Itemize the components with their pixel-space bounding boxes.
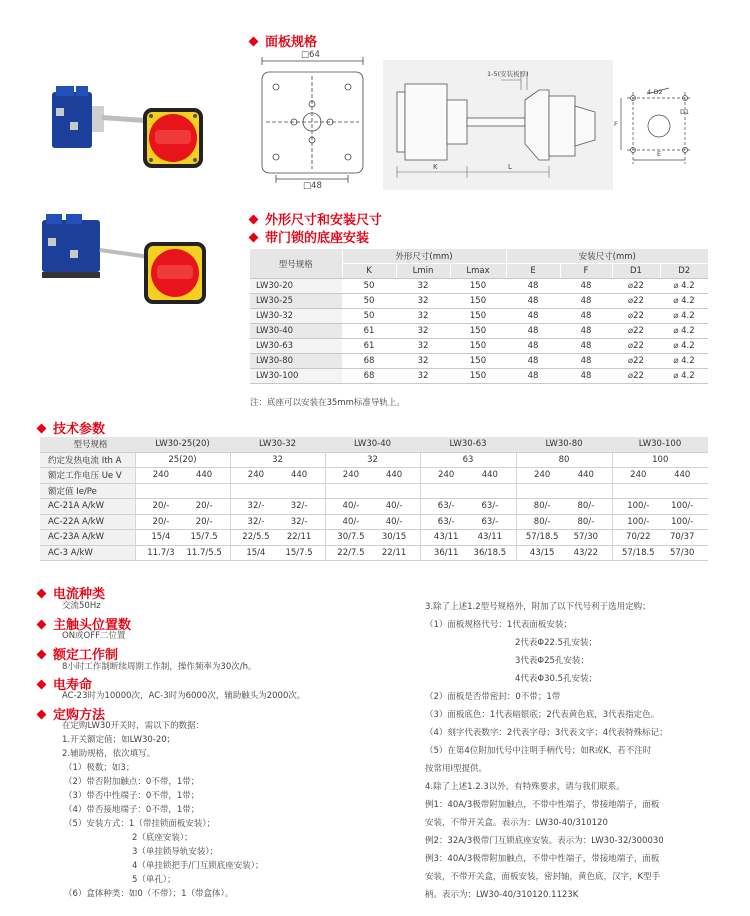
tech-header-model: LW30-100 xyxy=(612,437,708,452)
dim-cell-d2: ⌀ 4.2 xyxy=(660,279,708,294)
tech-cell xyxy=(612,499,708,515)
dim-cell-k: 50 xyxy=(342,294,396,309)
tech-cell xyxy=(230,545,325,561)
tech-cell-value: 40/- xyxy=(342,516,360,527)
tech-title xyxy=(38,418,105,437)
tech-cell-value: 440 xyxy=(674,470,691,481)
tech-cell xyxy=(230,483,325,499)
current-title-text: 电流种类 xyxy=(53,587,106,602)
tech-cell xyxy=(325,483,420,499)
dim-cell-model: LW30-40 xyxy=(250,324,342,339)
dim-subheader: D2 xyxy=(660,264,708,279)
tech-cell-value: 15/4 xyxy=(246,547,266,558)
d2-label: 4-D2 xyxy=(647,88,663,96)
tech-cell: 63 xyxy=(420,452,516,468)
order-line: 在定购LW30开关时，需以下的数据： xyxy=(62,721,205,731)
dim-cell-f: 48 xyxy=(560,324,612,339)
dim-header-install: 安装尺寸(mm) xyxy=(506,249,708,264)
tech-cell xyxy=(325,499,420,515)
dim-cell-model: LW30-100 xyxy=(250,369,342,384)
dim-table-row xyxy=(250,324,708,339)
tech-row xyxy=(40,530,708,546)
tech-cell-value: 57/30 xyxy=(573,532,599,543)
tech-cell-value: 100/- xyxy=(627,501,650,512)
order-line: 5（单孔）； xyxy=(132,875,176,885)
code-line: 4.除了上述1.2.3以外，有特殊要求，请与我们联系。 xyxy=(425,782,625,792)
dim-cell-lmin: 32 xyxy=(396,354,450,369)
tech-cell xyxy=(420,483,516,499)
dim-subheader: D1 xyxy=(612,264,660,279)
tech-cell-value: 43/11 xyxy=(477,532,503,543)
dim-cell-d2: ⌀ 4.2 xyxy=(660,339,708,354)
order-lines xyxy=(62,719,402,901)
code-line: 3.除了上述1.2型号规格外，附加了以下代号利于选用定购； xyxy=(425,602,651,612)
e-label: E xyxy=(657,150,662,158)
tech-cell-value: 240 xyxy=(342,470,360,481)
dim-cell-d2: ⌀ 4.2 xyxy=(660,324,708,339)
tech-cell-value: 15/7.5 xyxy=(190,532,218,543)
dim-cell-k: 68 xyxy=(342,369,396,384)
tech-cell xyxy=(135,483,230,499)
tech-cell-value: 440 xyxy=(577,470,594,481)
dim-cell-lmin: 32 xyxy=(396,369,450,384)
tech-header-row xyxy=(40,437,708,452)
tech-cell xyxy=(516,499,612,515)
dim-cell-f: 48 xyxy=(560,339,612,354)
tech-cell-value: 15/4 xyxy=(151,532,171,543)
tech-cell-value: 22/5.5 xyxy=(242,532,270,543)
tech-cell xyxy=(612,468,708,484)
tech-cell-value: 100/- xyxy=(671,501,694,512)
tech-cell xyxy=(230,468,325,484)
tech-cell-value: 80/- xyxy=(577,516,595,527)
dimension-table-body xyxy=(250,279,708,384)
code-line: 2代表Φ22.5孔安装； xyxy=(515,638,598,648)
tech-title-text: 技术参数 xyxy=(53,422,106,437)
tech-cell xyxy=(135,514,230,530)
code-line: （5）在第4位附加代号中注明手柄代号；如R或K，若不注时 xyxy=(425,746,652,756)
dim-cell-f: 48 xyxy=(560,369,612,384)
tech-cell xyxy=(516,483,612,499)
tech-cell-value: 57/18.5 xyxy=(621,547,655,558)
dim-cell-d1: ⌀22 xyxy=(612,339,660,354)
dim-cell-model: LW30-32 xyxy=(250,309,342,324)
dim-subheader: Lmax xyxy=(450,264,506,279)
order-line: （5）安装方式：1（带挂锁面板安装）； xyxy=(64,819,216,829)
tech-cell xyxy=(230,499,325,515)
order-title-text: 定购方法 xyxy=(53,708,106,723)
dim-cell-d1: ⌀22 xyxy=(612,369,660,384)
tech-cell-value: 20/- xyxy=(195,516,213,527)
duty-title-text: 额定工作制 xyxy=(53,648,119,663)
product-photo-panel-switch xyxy=(30,78,210,183)
tech-cell xyxy=(230,514,325,530)
diamond-bullet-icon xyxy=(37,650,47,660)
tech-cell-value: 240 xyxy=(630,470,647,481)
tech-cell xyxy=(230,530,325,546)
tech-row xyxy=(40,468,708,484)
order-line: （6）盒体种类：如0（不带）；1（带盒体）。 xyxy=(64,889,234,899)
code-line: 柄。表示为：LW30-40/310120.1123K xyxy=(425,890,579,900)
tech-cell-value: 100/- xyxy=(671,516,694,527)
tech-row-label: AC-3 A/kW xyxy=(40,545,135,561)
tech-cell-value: 240 xyxy=(247,470,265,481)
dim-cell-f: 48 xyxy=(560,294,612,309)
diamond-bullet-icon xyxy=(249,215,259,225)
tech-cell-value: 20/- xyxy=(152,516,170,527)
tech-cell-value: 15/7.5 xyxy=(285,547,313,558)
dim-cell-lmin: 32 xyxy=(396,279,450,294)
tech-table-body xyxy=(40,437,708,561)
tech-cell xyxy=(325,545,420,561)
dim-cell-e: 48 xyxy=(506,369,560,384)
dim-table-row xyxy=(250,309,708,324)
dim-cell-e: 48 xyxy=(506,339,560,354)
dim-cell-f: 48 xyxy=(560,279,612,294)
diamond-bullet-icon xyxy=(37,680,47,690)
rail-note: 注：底座可以安装在35mm标准导轨上。 xyxy=(250,398,405,408)
dim-cell-d2: ⌀ 4.2 xyxy=(660,294,708,309)
dim-cell-f: 48 xyxy=(560,309,612,324)
dim-cell-lmin: 32 xyxy=(396,324,450,339)
k-label: K xyxy=(433,163,438,171)
diamond-bullet-icon xyxy=(37,620,47,630)
panel-spec-title-text: 面板规格 xyxy=(265,35,318,50)
dim-cell-lmax: 150 xyxy=(450,369,506,384)
dim-cell-lmin: 32 xyxy=(396,294,450,309)
order-line: 1.开关额定值；如LW30-20； xyxy=(62,735,176,745)
tech-cell xyxy=(612,514,708,530)
tech-header-model: LW30-63 xyxy=(420,437,516,452)
dim-cell-k: 50 xyxy=(342,279,396,294)
tech-cell: 100 xyxy=(612,452,708,468)
tech-cell-value: 80/- xyxy=(577,501,595,512)
dim-cell-model: LW30-63 xyxy=(250,339,342,354)
tech-cell-value: 63/- xyxy=(437,501,455,512)
order-line: 2（底座安装）； xyxy=(132,833,193,843)
dim-cell-d1: ⌀22 xyxy=(612,324,660,339)
product-photo-base-switch xyxy=(30,210,210,310)
dim-table-row xyxy=(250,354,708,369)
tech-cell-value: 43/22 xyxy=(573,547,599,558)
tech-cell xyxy=(420,514,516,530)
dim-cell-e: 48 xyxy=(506,309,560,324)
dim-cell-f: 48 xyxy=(560,354,612,369)
tech-cell-value: 40/- xyxy=(342,501,360,512)
tech-cell-value: 40/- xyxy=(385,501,403,512)
dim-cell-e: 48 xyxy=(506,354,560,369)
dim-table-row xyxy=(250,339,708,354)
dim-cell-d1: ⌀22 xyxy=(612,354,660,369)
life-title-text: 电寿命 xyxy=(53,678,93,693)
dims-title-1 xyxy=(250,209,382,228)
tech-row xyxy=(40,499,708,515)
tech-cell-value: 43/15 xyxy=(529,547,555,558)
order-line: （4）带否接地端子：0不带，1带； xyxy=(64,805,200,815)
code-line: （2）面板是否带密封：0不带；1带 xyxy=(425,692,561,702)
tech-row xyxy=(40,514,708,530)
tech-cell-value: 11.7/5.5 xyxy=(186,547,222,558)
side-view-drawing xyxy=(383,60,613,190)
tech-cell xyxy=(325,514,420,530)
dim-cell-lmax: 150 xyxy=(450,279,506,294)
dim-cell-d1: ⌀22 xyxy=(612,279,660,294)
dim-cell-e: 48 xyxy=(506,324,560,339)
order-line: 2.辅助规格，依次填写。 xyxy=(62,749,156,759)
contact-title-text: 主触头位置数 xyxy=(53,618,132,633)
dim-subheader: F xyxy=(560,264,612,279)
dim-header-model: 型号规格 xyxy=(250,249,342,279)
tech-header-label: 型号规格 xyxy=(40,437,135,452)
tech-cell-value: 57/18.5 xyxy=(525,532,559,543)
diamond-bullet-icon xyxy=(37,424,47,434)
code-line: 3代表Φ25孔安装； xyxy=(515,656,589,666)
dim-cell-k: 68 xyxy=(342,354,396,369)
tech-cell-value: 30/7.5 xyxy=(337,532,365,543)
dimension-table xyxy=(250,249,708,384)
dim-table-row xyxy=(250,279,708,294)
dim-cell-k: 61 xyxy=(342,339,396,354)
code-line: （4）刻字代表数字：2代表字母；3代表文字；4代表特殊标记； xyxy=(425,728,668,738)
tech-cell: 80 xyxy=(516,452,612,468)
tech-cell-value: 440 xyxy=(385,470,403,481)
code-line: 例1：40A/3极带附加触点，不带中性端子，带接地端子，面板 xyxy=(425,800,660,810)
tech-cell-value: 440 xyxy=(195,470,213,481)
tech-cell-value: 70/22 xyxy=(626,532,651,543)
tech-cell xyxy=(135,545,230,561)
tech-cell xyxy=(420,468,516,484)
dim-cell-e: 48 xyxy=(506,279,560,294)
dim-cell-lmax: 150 xyxy=(450,354,506,369)
dim-cell-d2: ⌀ 4.2 xyxy=(660,309,708,324)
code-line: 例2：32A/3极带门互锁底座安装。表示为：LW30-32/300030 xyxy=(425,836,664,846)
tech-cell-value: 440 xyxy=(481,470,498,481)
mounting-hole-drawing xyxy=(615,84,710,169)
dims-title-2 xyxy=(250,227,369,246)
tech-header-model: LW30-25(20) xyxy=(135,437,230,452)
tech-cell xyxy=(325,468,420,484)
dim-cell-e: 48 xyxy=(506,294,560,309)
code-line: （1）面板规格代号：1代表面板安装； xyxy=(425,620,572,630)
tech-cell-value: 63/- xyxy=(437,516,455,527)
tech-cell-value: 80/- xyxy=(533,501,551,512)
tech-cell-value: 20/- xyxy=(152,501,170,512)
tech-cell xyxy=(135,530,230,546)
tech-cell xyxy=(420,545,516,561)
tech-row xyxy=(40,483,708,499)
d1-label: D1 xyxy=(680,108,690,116)
tech-row-label: AC-23A A/kW xyxy=(40,530,135,546)
order-line: （3）带否中性端子：0不带，1带； xyxy=(64,791,200,801)
dims-title-1-text: 外形尺寸和安装尺寸 xyxy=(265,213,383,228)
tech-cell-value: 20/- xyxy=(195,501,213,512)
tech-cell-value: 32/- xyxy=(247,501,265,512)
dim-cell-model: LW30-80 xyxy=(250,354,342,369)
dim-subheader: E xyxy=(506,264,560,279)
tech-cell-value: 22/7.5 xyxy=(337,547,365,558)
diamond-bullet-icon xyxy=(249,233,259,243)
tech-cell xyxy=(135,468,230,484)
tech-cell xyxy=(612,483,708,499)
tech-cell-value: 22/11 xyxy=(286,532,312,543)
code-line: 例3：40A/3极带附加触点，不带中性端子，带接地端子，面板 xyxy=(425,854,660,864)
tech-row xyxy=(40,545,708,561)
tech-cell-value: 32/- xyxy=(247,516,265,527)
tech-cell-value: 43/11 xyxy=(433,532,459,543)
tech-header-model: LW30-32 xyxy=(230,437,325,452)
tech-cell-value: 11.7/3 xyxy=(147,547,175,558)
tech-cell: 32 xyxy=(325,452,420,468)
dim-cell-lmax: 150 xyxy=(450,309,506,324)
dim-cell-model: LW30-20 xyxy=(250,279,342,294)
dims-title-2-text: 带门锁的底座安装 xyxy=(265,231,370,246)
dim-subheader: K xyxy=(342,264,396,279)
tech-row-label: AC-21A A/kW xyxy=(40,499,135,515)
dim-subheader: Lmin xyxy=(396,264,450,279)
tech-cell-value: 32/- xyxy=(290,516,308,527)
tech-cell-value: 440 xyxy=(290,470,308,481)
diamond-bullet-icon xyxy=(37,710,47,720)
tech-cell-value: 57/30 xyxy=(669,547,695,558)
tech-cell xyxy=(420,499,516,515)
tech-cell xyxy=(516,468,612,484)
f-label: F xyxy=(614,120,618,128)
tech-header-model: LW30-40 xyxy=(325,437,420,452)
thickness-label: 1-5(安装板厚) xyxy=(487,70,529,78)
tech-cell-value: 30/15 xyxy=(381,532,407,543)
tech-cell: 32 xyxy=(230,452,325,468)
tech-header-model: LW30-80 xyxy=(516,437,612,452)
tech-cell-value: 36/11 xyxy=(433,547,459,558)
code-line: （3）面板底色：1代表暗银底；2代表黄色底，3代表指定色。 xyxy=(425,710,660,720)
code-line: 4代表Φ30.5孔安装； xyxy=(515,674,598,684)
tech-cell xyxy=(420,530,516,546)
tech-cell-value: 80/- xyxy=(533,516,551,527)
diamond-bullet-icon xyxy=(249,37,259,47)
dim-cell-k: 50 xyxy=(342,309,396,324)
tech-cell-value: 100/- xyxy=(627,516,650,527)
tech-cell xyxy=(516,545,612,561)
tech-cell xyxy=(325,530,420,546)
current-text: 交流50Hz xyxy=(62,601,101,611)
tech-row-label: 约定发热电流 Ith A xyxy=(40,452,135,468)
order-line: （2）带否附加触点：0不带，1带； xyxy=(64,777,200,787)
dim-cell-model: LW30-25 xyxy=(250,294,342,309)
tech-cell-value: 22/11 xyxy=(381,547,407,558)
panel-front-drawing xyxy=(250,52,380,197)
tech-row-label: 额定工作电压 Ue V xyxy=(40,468,135,484)
dim-cell-lmin: 32 xyxy=(396,309,450,324)
l-label: L xyxy=(508,163,512,171)
tech-cell-value: 240 xyxy=(438,470,455,481)
duty-text: 8小时工作制断续周期工作制，操作频率为30次/h。 xyxy=(62,662,257,672)
tech-cell-value: 70/37 xyxy=(669,532,695,543)
contact-text: ON或OFF二位置 xyxy=(62,631,126,641)
tech-cell xyxy=(516,530,612,546)
dim-table-row xyxy=(250,369,708,384)
tech-cell-value: 40/- xyxy=(385,516,403,527)
code-line: 安装，不带开关盒，面板安装，密封轴，黄色底，汉字，K型手 xyxy=(425,872,661,882)
dim-cell-d2: ⌀ 4.2 xyxy=(660,354,708,369)
tech-row-label: 额定值 Ie/Pe xyxy=(40,483,135,499)
code-line: 安装，不带开关盒。表示为：LW30-40/310120 xyxy=(425,818,608,828)
tech-cell xyxy=(135,499,230,515)
order-line: 4（单挂锁把手/门互锁底座安装）； xyxy=(132,861,264,871)
dim-48-label: □48 xyxy=(303,181,322,191)
dim-cell-k: 61 xyxy=(342,324,396,339)
diamond-bullet-icon xyxy=(37,589,47,599)
dim-cell-d1: ⌀22 xyxy=(612,309,660,324)
tech-cell: 25(20) xyxy=(135,452,230,468)
dim-64-label: □64 xyxy=(301,50,320,60)
dim-cell-lmax: 150 xyxy=(450,339,506,354)
life-text: AC-23时为10000次，AC-3时为6000次，辅助触头为2000次。 xyxy=(62,691,306,701)
tech-table xyxy=(40,437,708,561)
dim-cell-d1: ⌀22 xyxy=(612,294,660,309)
dim-cell-lmin: 32 xyxy=(396,339,450,354)
tech-cell-value: 63/- xyxy=(481,501,499,512)
tech-cell xyxy=(612,530,708,546)
tech-cell-value: 36/18.5 xyxy=(473,547,507,558)
dim-cell-lmax: 150 xyxy=(450,294,506,309)
tech-cell xyxy=(516,514,612,530)
tech-cell-value: 240 xyxy=(152,470,170,481)
dim-table-row xyxy=(250,294,708,309)
dim-cell-d2: ⌀ 4.2 xyxy=(660,369,708,384)
tech-cell-value: 63/- xyxy=(481,516,499,527)
tech-cell xyxy=(612,545,708,561)
tech-cell-value: 32/- xyxy=(290,501,308,512)
code-line: 按常用Ⅰ型提供。 xyxy=(425,764,488,774)
order-line: 3（单挂锁导轨安装）； xyxy=(132,847,219,857)
tech-row-label: AC-22A A/kW xyxy=(40,514,135,530)
dim-cell-lmax: 150 xyxy=(450,324,506,339)
order-line: （1）极数；如3； xyxy=(64,763,135,773)
order-codes-block xyxy=(425,600,725,902)
tech-cell-value: 240 xyxy=(534,470,551,481)
panel-spec-title xyxy=(250,31,317,50)
dim-header-outline: 外形尺寸(mm) xyxy=(342,249,506,264)
tech-row xyxy=(40,452,708,468)
